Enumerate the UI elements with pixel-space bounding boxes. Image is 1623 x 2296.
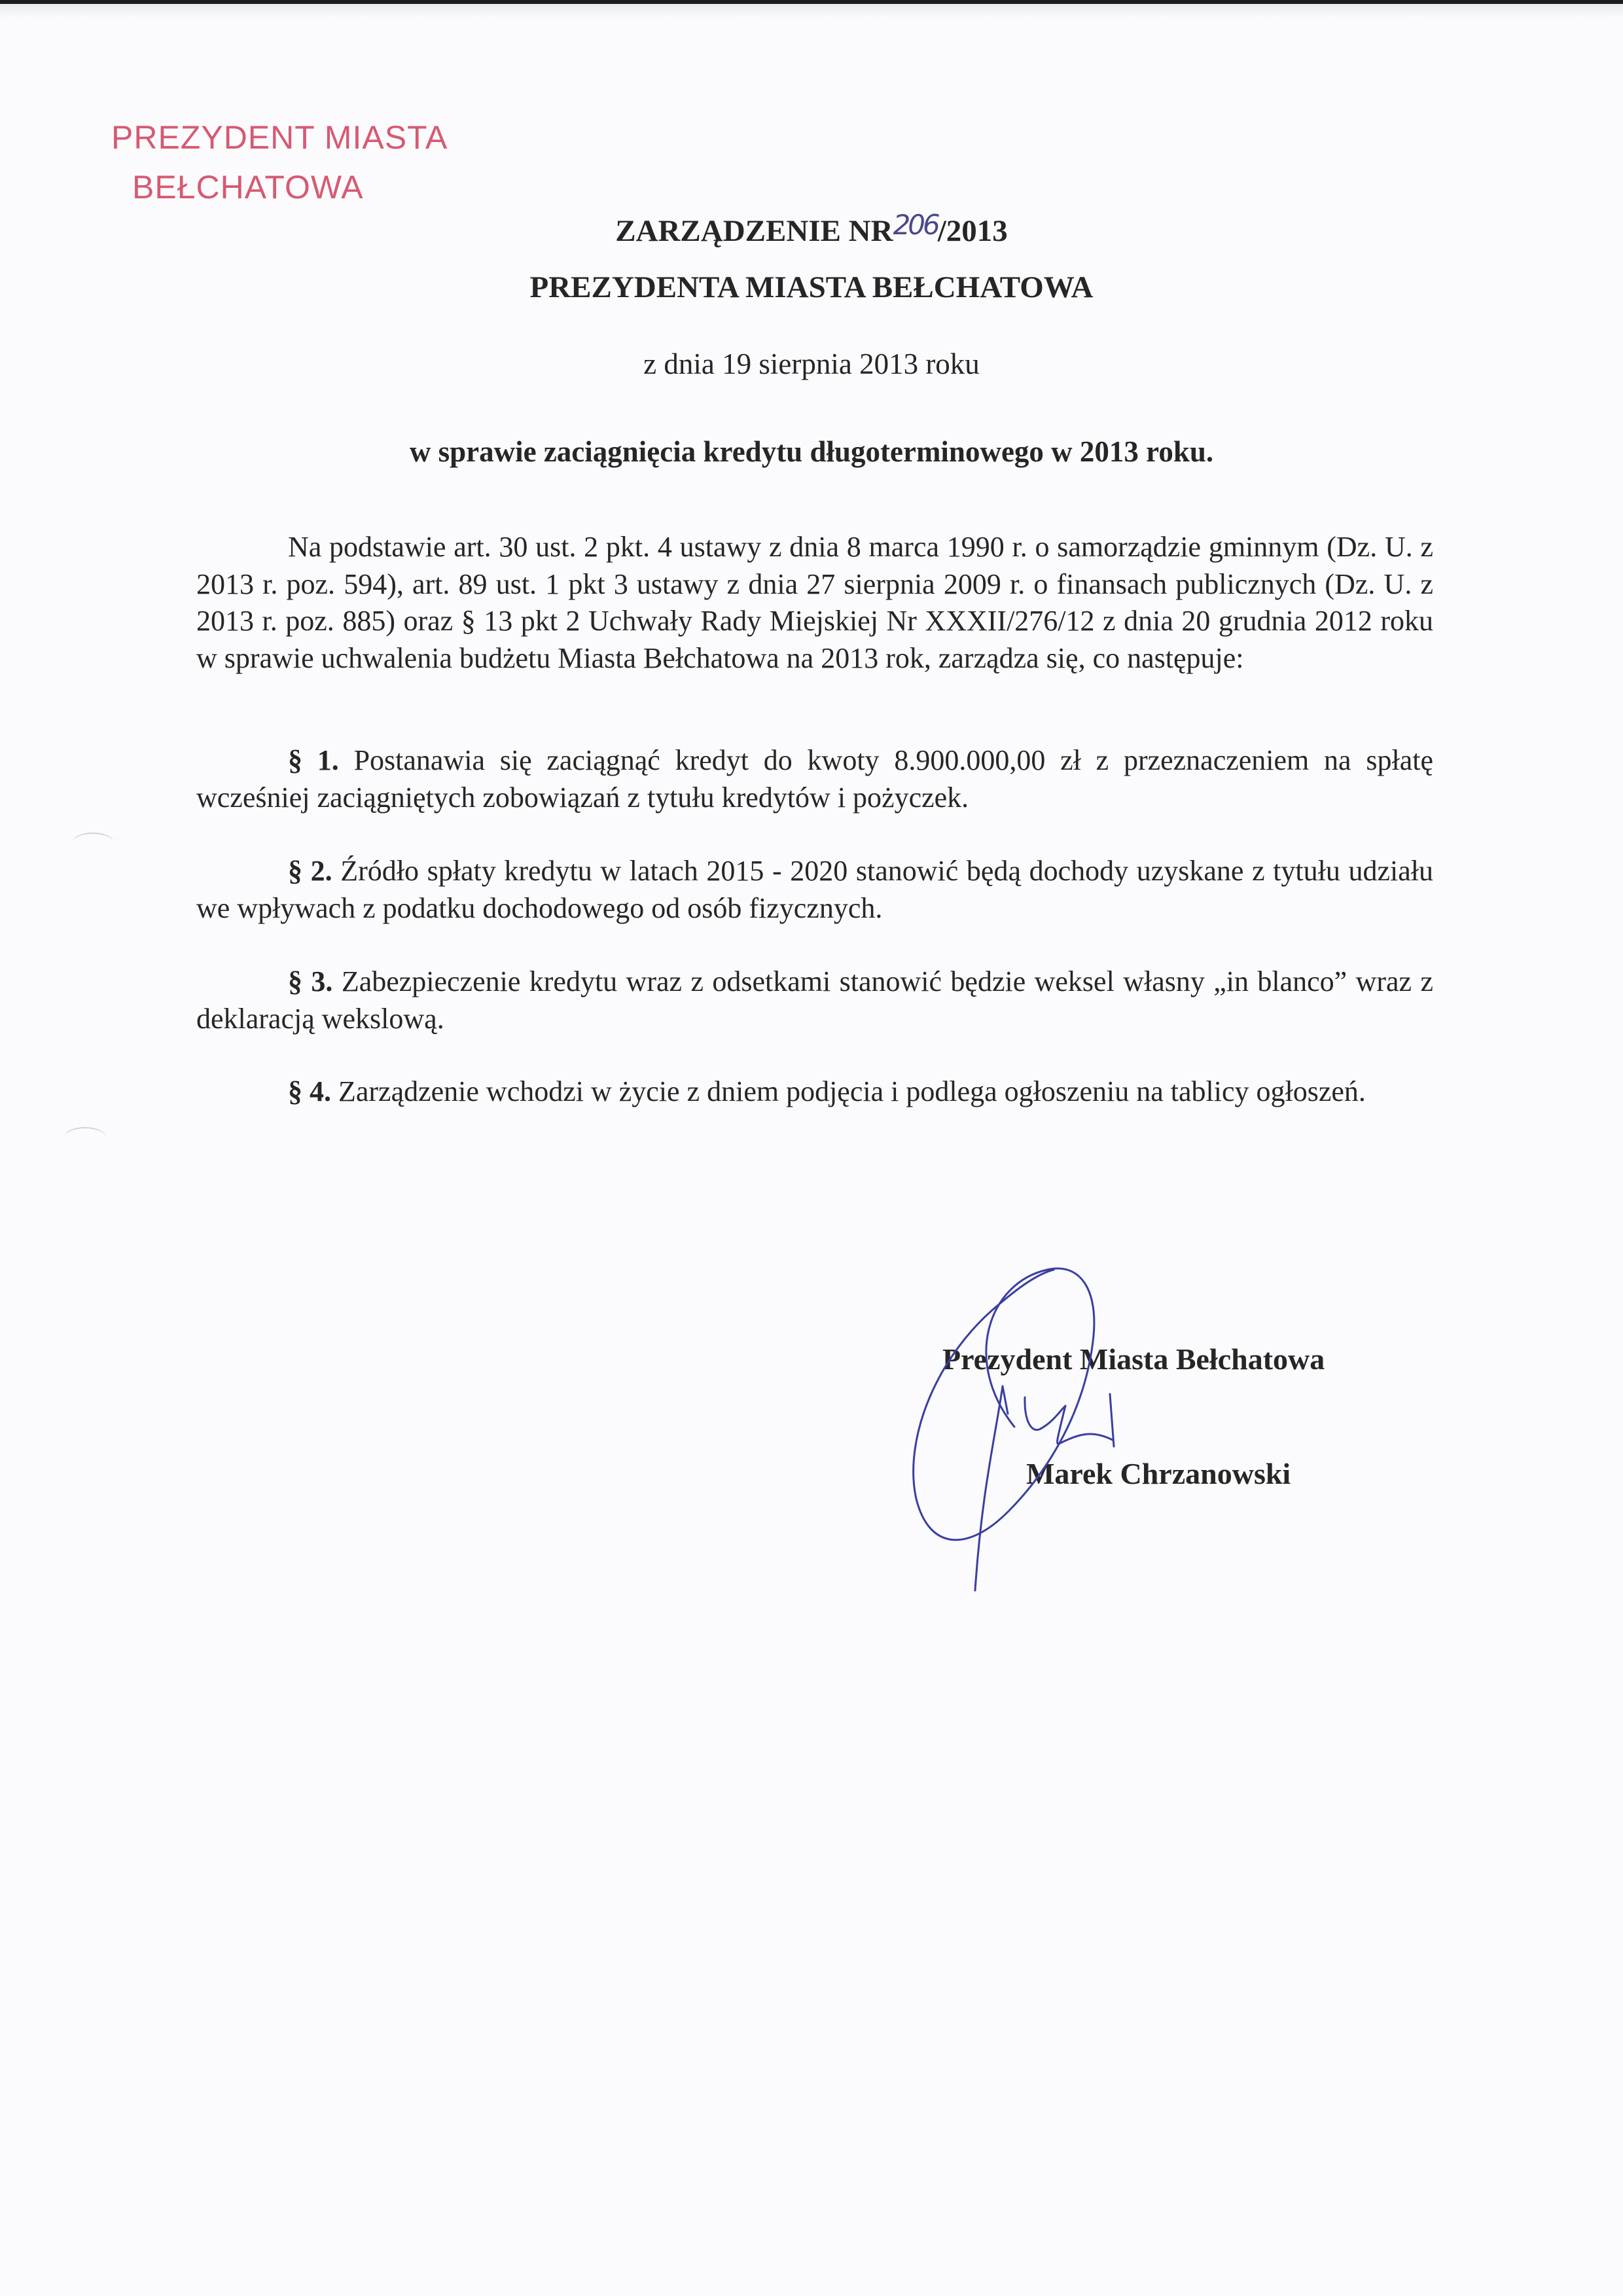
signatory-title: Prezydent Miasta Bełchatowa [942, 1342, 1325, 1376]
title-prefix: ZARZĄDZENIE NR [615, 214, 893, 248]
section-4 [196, 1073, 1433, 1111]
preamble-paragraph [196, 529, 1433, 677]
signature-u [1025, 1397, 1065, 1430]
section-mark: § 1. [288, 744, 339, 776]
punch-hole-mark [72, 833, 114, 853]
section-text: Zarządzenie wchodzi w życie z dniem podjęcia i podlega ogłoszeniu na tablicy ogłoszeń. [338, 1075, 1366, 1107]
section-2 [196, 853, 1433, 927]
section-mark: § 3. [288, 965, 333, 997]
preamble-text: Na podstawie art. 30 ust. 2 pkt. 4 ustawy z dnia 8 marca 1990 r. o samorządzie gminnym (Dz. U. z 2013 r. poz. 594), art. 89 ust. 1 pkt 3 ustawy z dnia 27 sierpnia 2009 r. o finansach publicznych (Dz. U. z 2013 r. poz. 885) oraz § 13 pkt 2 Uchwały Rady Miejskiej Nr XXXII/276/12 z dnia 20 grudnia 2012 roku w sprawie uchwalenia budżetu Miasta Bełchatowa na 2013 rok, zarządza się, co następuje: [196, 531, 1433, 674]
scan-top-shadow [0, 4, 1623, 18]
stamp-line-2: BEŁCHATOWA [132, 169, 364, 206]
section-text: Źródło spłaty kredytu w latach 2015 - 2020 stanowić będą dochody uzyskane z tytułu udziału we wpływach z podatku dochodowego od osób fizycznych. [196, 855, 1434, 924]
signature-stroke-2 [1058, 1406, 1113, 1444]
section-3 [196, 963, 1433, 1037]
document-title [0, 209, 1623, 249]
punch-hole-mark [64, 1127, 106, 1148]
signatory-name: Marek Chrzanowski [1026, 1457, 1291, 1490]
signature-loop [914, 1268, 1094, 1540]
section-text: Postanawia się zaciągnąć kredyt do kwoty 8.900.000,00 zł z przeznaczeniem na spłatę wcześniej zaciągniętych zobowiązań z tytułu kredytów i pożyczek. [196, 744, 1433, 814]
section-text: Zabezpieczenie kredytu wraz z odsetkami stanowić będzie weksel własny „in blanco” wraz z deklaracją wekslową. [196, 965, 1434, 1035]
section-mark: § 4. [288, 1075, 331, 1107]
document-date: z dnia 19 sierpnia 2013 roku [643, 348, 980, 380]
document-subject: w sprawie zaciągnięcia kredytu długoterminowego w 2013 roku. [409, 435, 1214, 468]
section-mark: § 2. [288, 855, 332, 887]
signature-descender [975, 1386, 1003, 1590]
handwritten-number: 206 [893, 209, 938, 241]
title-suffix: /2013 [937, 214, 1008, 248]
section-1 [196, 742, 1433, 816]
document-issuer: PREZYDENTA MIASTA BEŁCHATOWA [529, 270, 1094, 304]
stamp-line-1: PREZYDENT MIASTA [111, 119, 448, 156]
handwritten-signature [883, 1244, 1407, 1610]
